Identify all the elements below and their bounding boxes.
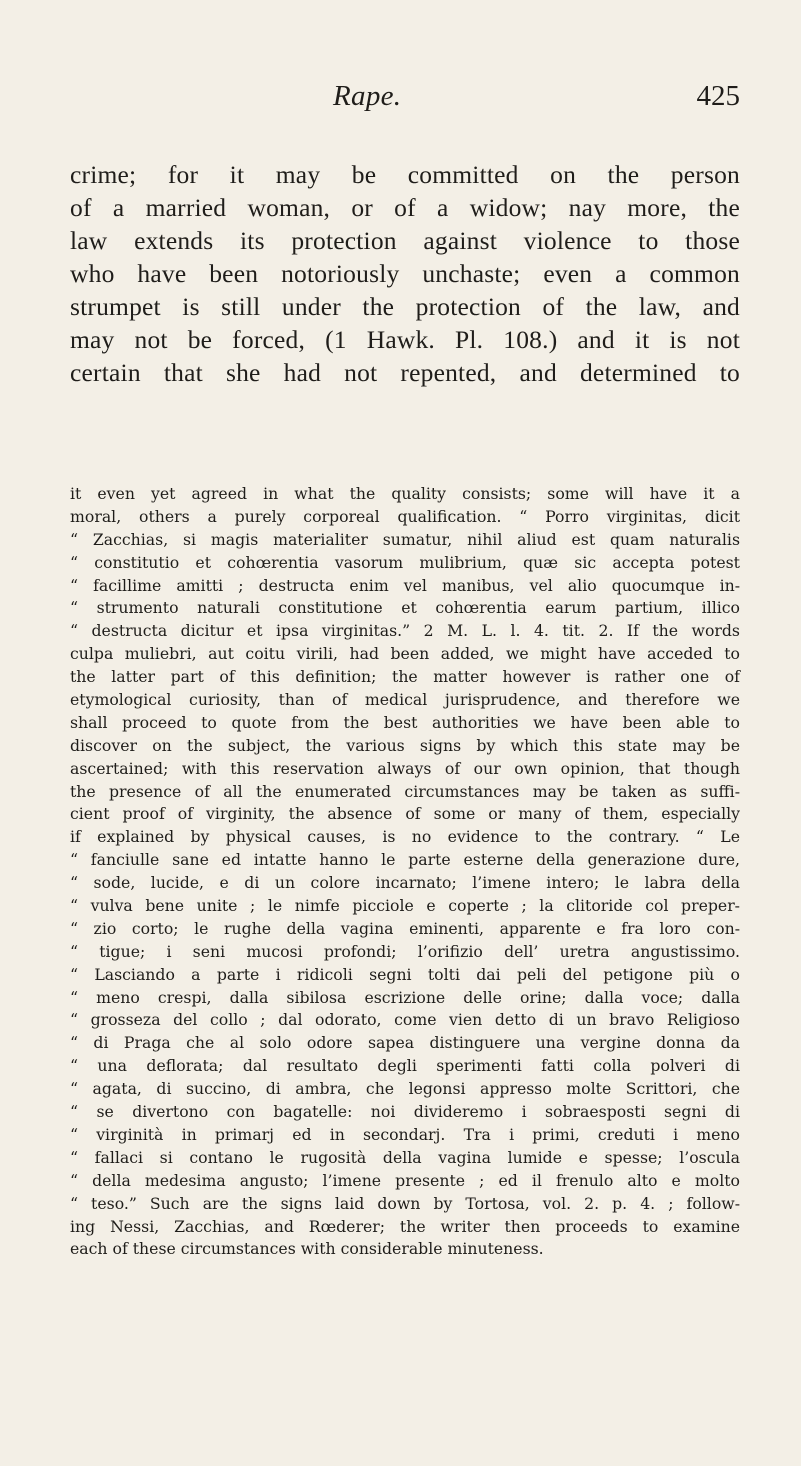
footnote-line: “ agata, di succino, di ambra, che legonsi appresso molte Scrittori, che	[70, 1079, 740, 1099]
footnote-line: it even yet agreed in what the quality consists; some will have it a	[70, 484, 740, 503]
footnote-line: culpa muliebri, aut coitu virili, had been added, we might have acceded to	[70, 644, 740, 664]
footnote-line: “ di Praga che al solo odore sapea distinguere una vergine donna da	[70, 1033, 740, 1053]
footnote-line: “ grosseza del collo ; dal odorato, come vien detto di un bravo Religioso	[70, 1010, 740, 1030]
footnote-line: discover on the subject, the various signs by which this state may be	[70, 735, 740, 755]
footnote-line: “ vulva bene unite ; le nimfe picciole e coperte ; la clitoride col preper-	[70, 896, 740, 916]
footnote-line: ing Nessi, Zacchias, and Rœderer; the writer then proceeds to examine	[70, 1216, 740, 1236]
page-number: 425	[696, 80, 740, 112]
main-text-line: crime; for it may be committed on the person	[70, 160, 740, 189]
footnote-line: ascertained; with this reservation always of our own opinion, that though	[70, 758, 740, 778]
main-text-line: certain that she had not repented, and determined to	[70, 358, 740, 387]
footnote-line: the latter part of this definition; the matter however is rather one of	[70, 667, 740, 687]
footnote-line: “ virginità in primarj ed in secondarj. Tra i primi, creduti i meno	[70, 1124, 740, 1144]
footnote-line: “ sode, lucide, e di un colore incarnato; l’imene intero; le labra della	[70, 873, 740, 893]
main-text-block	[70, 158, 740, 389]
footnote-line: cient proof of virginity, the absence of some or many of them, especially	[70, 804, 740, 824]
footnote-line: “ teso.” Such are the signs laid down by Tortosa, vol. 2. p. 4. ; follow-	[70, 1193, 740, 1213]
footnote-line: “ strumento naturali constitutione et cohœrentia earum partium, illico	[70, 598, 740, 618]
main-text-line: of a married woman, or of a widow; nay more, the	[70, 193, 740, 222]
footnote-line: “ facillime amitti ; destructa enim vel manibus, vel alio quocumque in-	[70, 575, 740, 595]
footnote-line: “ meno crespi, dalla sibilosa escrizione delle orine; dalla voce; dalla	[70, 987, 740, 1007]
main-text-line: who have been notoriously unchaste; even a common	[70, 259, 740, 288]
footnote-line: “ destructa dicitur et ipsa virginitas.” 2 M. L. l. 4. tit. 2. If the words	[70, 621, 740, 641]
footnote-line: “ Lasciando a parte i ridicoli segni tolti dai peli del petigone più o	[70, 964, 740, 984]
footnote-line: each of these circumstances with considerable minuteness.	[70, 1239, 544, 1259]
running-title: Rape.	[333, 80, 402, 112]
footnote-line: “ constitutio et cohœrentia vasorum mulibrium, quæ sic accepta potest	[70, 552, 740, 572]
footnote-line: “ fallaci si contano le rugosità della vagina lumide e spesse; l’oscula	[70, 1147, 740, 1167]
footnote-block	[70, 483, 740, 1261]
footnote-line: “ della medesima angusto; l’imene presente ; ed il frenulo alto e molto	[70, 1170, 740, 1190]
main-text-line: may not be forced, (1 Hawk. Pl. 108.) and it is not	[70, 325, 740, 354]
footnote-line: shall proceed to quote from the best authorities we have been able to	[70, 712, 740, 732]
footnote-line: “ zio corto; le rughe della vagina eminenti, apparente e fra loro con-	[70, 918, 740, 938]
footnote-line: moral, others a purely corporeal qualification. “ Porro virginitas, dicit	[70, 506, 740, 526]
footnote-line: the presence of all the enumerated circumstances may be taken as suffi-	[70, 781, 740, 801]
footnote-line: “ se divertono con bagatelle: noi divideremo i sobraesposti segni di	[70, 1102, 740, 1122]
footnote-line: “ una deflorata; dal resultato degli sperimenti fatti colla polveri di	[70, 1056, 740, 1076]
page-header	[70, 80, 740, 120]
footnote-line: “ tigue; i seni mucosi profondi; l’orifizio dell’ uretra angustissimo.	[70, 941, 740, 961]
footnote-line: if explained by physical causes, is no evidence to the contrary. “ Le	[70, 827, 740, 847]
main-text-line: strumpet is still under the protection of the law, and	[70, 292, 740, 321]
footnote-line: etymological curiosity, than of medical jurisprudence, and therefore we	[70, 690, 740, 710]
main-text-line: law extends its protection against violence to those	[70, 226, 740, 255]
footnote-line: “ Zacchias, si magis materialiter sumatur, nihil aliud est quam naturalis	[70, 529, 740, 549]
footnote-line: “ fanciulle sane ed intatte hanno le parte esterne della generazione dure,	[70, 850, 740, 870]
